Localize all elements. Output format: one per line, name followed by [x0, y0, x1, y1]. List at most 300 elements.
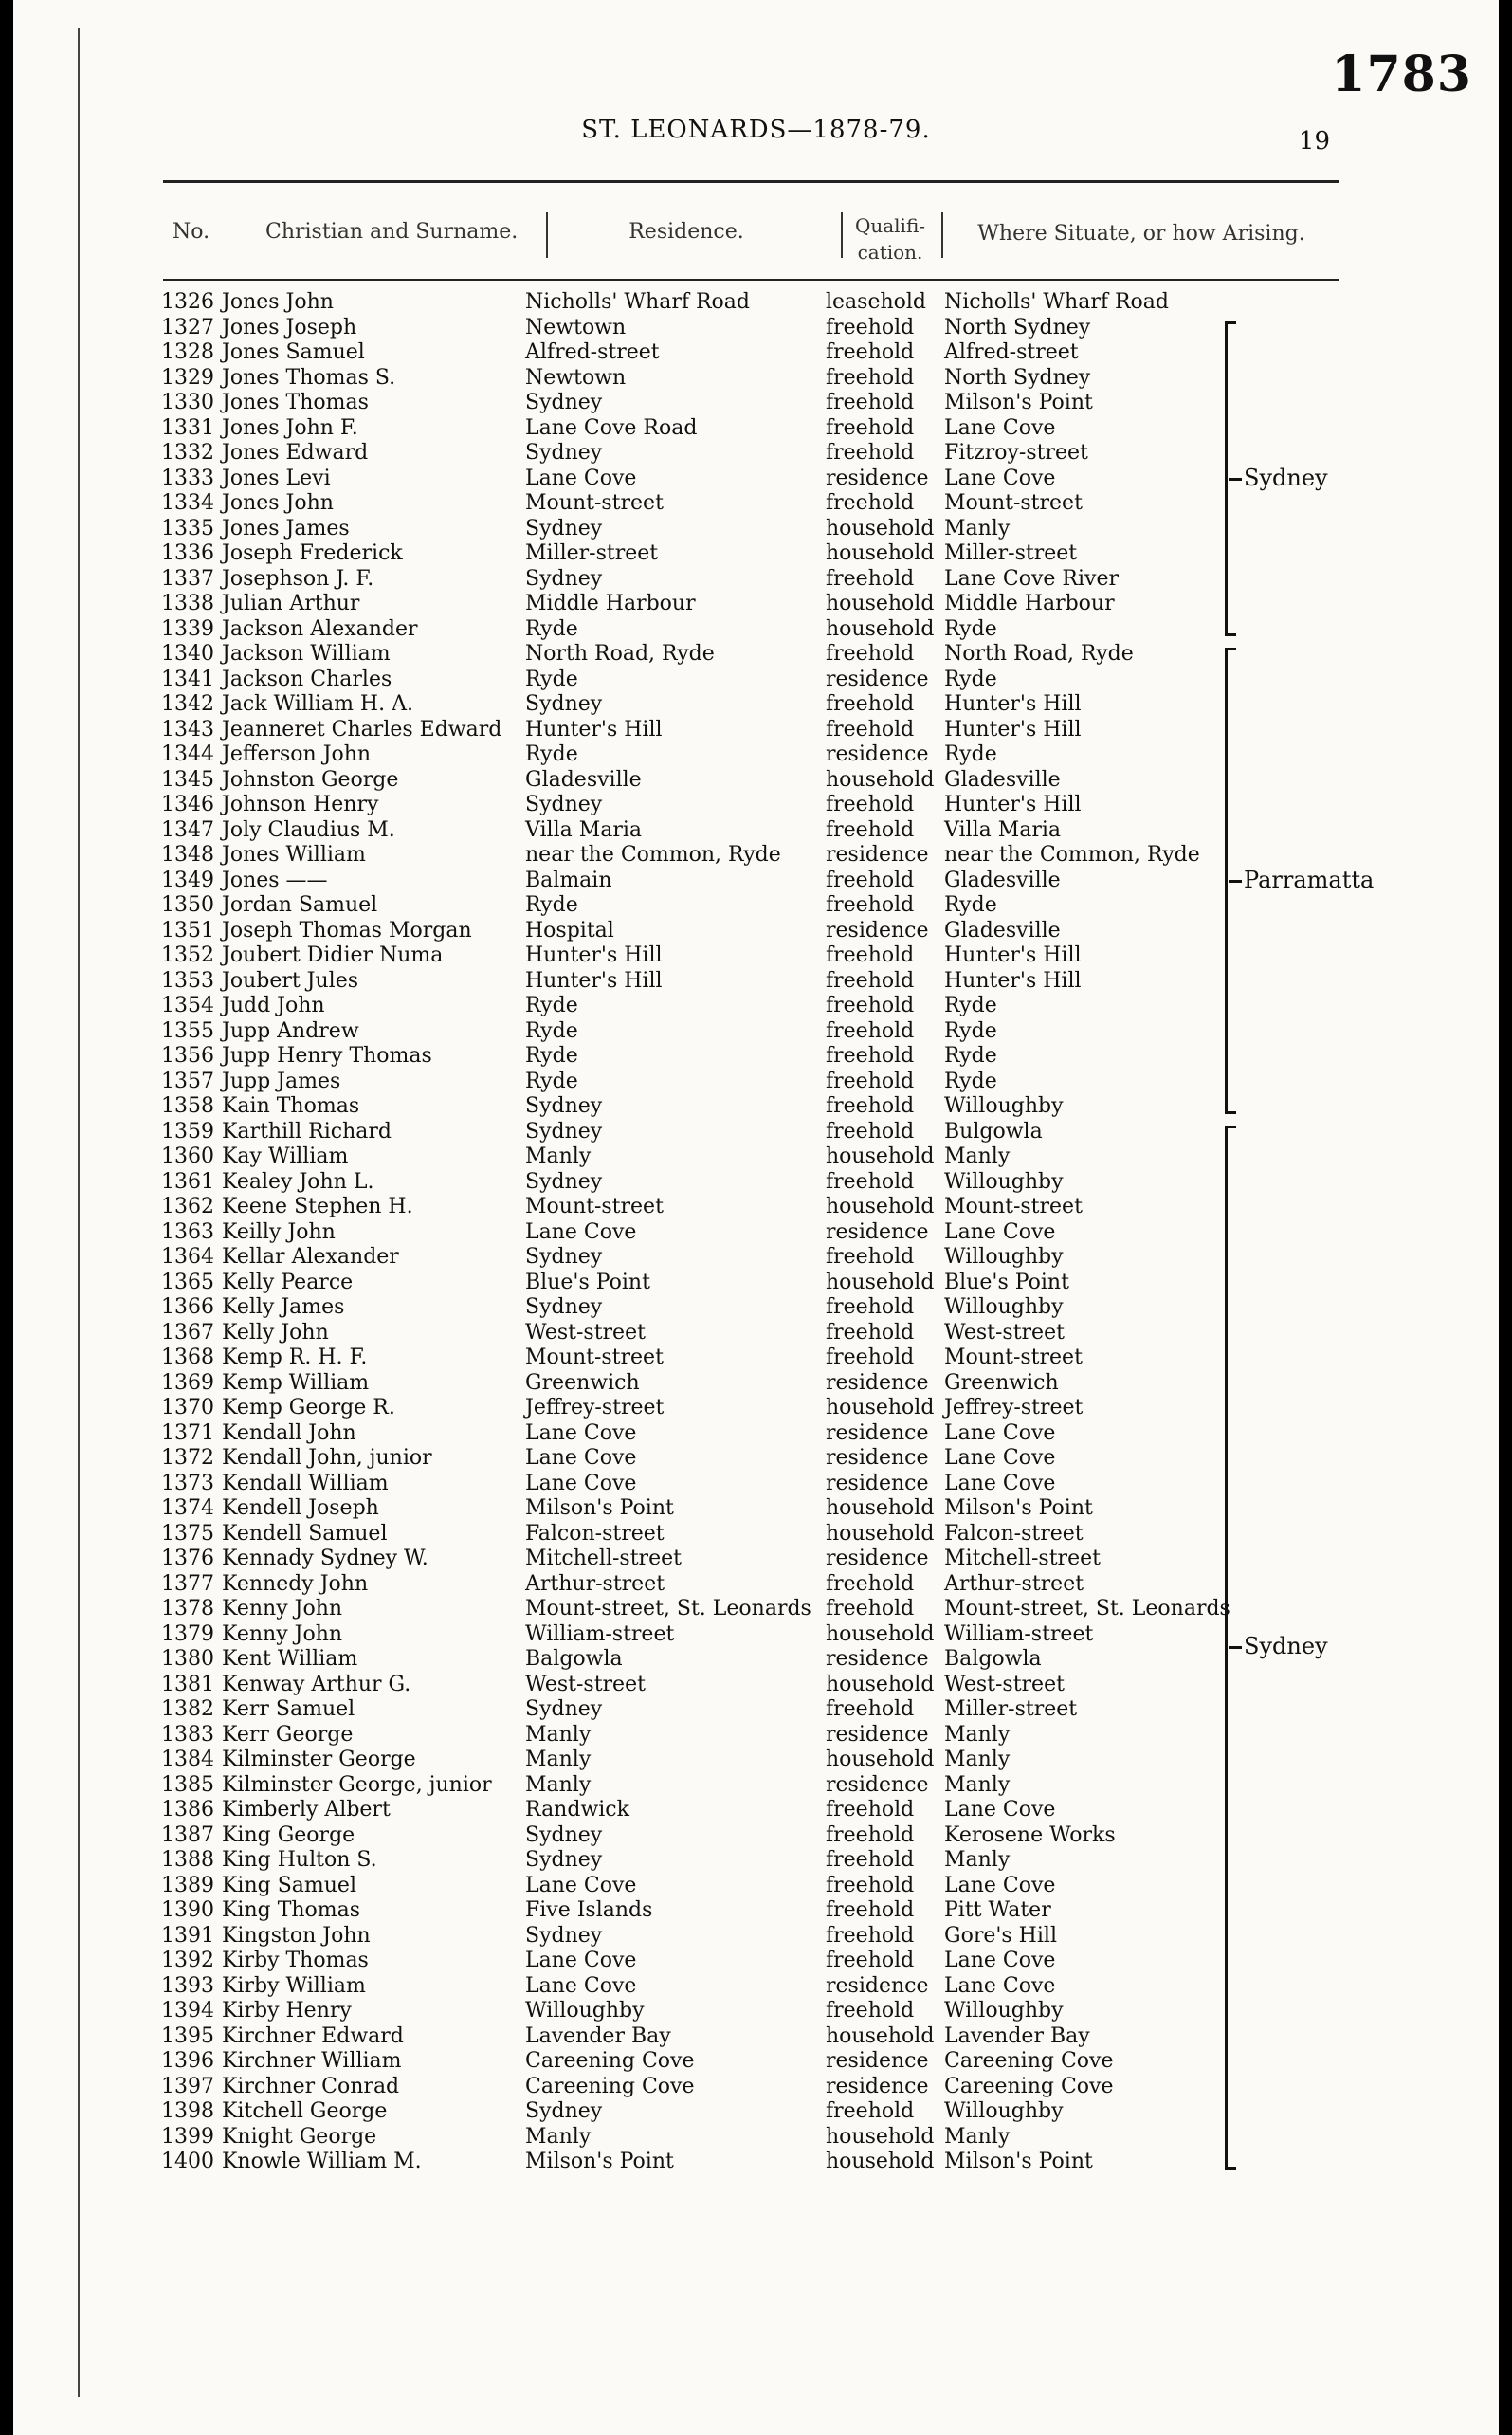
entry-qualification: household	[826, 592, 935, 615]
entry-qualification: household	[826, 1521, 935, 1546]
entry-qualification: residence	[826, 1772, 929, 1797]
entry-qualification: household	[826, 1270, 935, 1294]
entry-residence: Ryde	[525, 893, 578, 917]
table-row	[13, 366, 1499, 392]
table-row	[13, 567, 1499, 593]
entry-name: Jones Thomas S.	[222, 365, 396, 390]
entry-number: 1363	[161, 1219, 214, 1244]
entry-qualification: household	[826, 1195, 935, 1218]
entry-qualification: freehold	[826, 415, 915, 440]
entry-qualification: household	[826, 1621, 935, 1646]
header-top-rule	[163, 180, 1339, 183]
entry-qualification: residence	[826, 1219, 929, 1244]
table-row	[13, 818, 1499, 844]
entry-qualification: freehold	[826, 1094, 915, 1118]
entry-residence: Sydney	[525, 1169, 603, 1194]
column-header-where: Where Situate, or how Arising.	[977, 221, 1305, 246]
table-row	[13, 1094, 1499, 1120]
brace-point	[1229, 880, 1242, 883]
page-title: ST. LEONARDS—1878-79.	[581, 116, 931, 144]
table-row	[13, 1572, 1499, 1598]
entry-number: 1356	[161, 1044, 214, 1068]
table-row	[13, 1496, 1499, 1522]
entry-number: 1337	[161, 566, 214, 591]
entry-residence: Sydney	[525, 1094, 603, 1118]
entry-number: 1365	[161, 1270, 214, 1294]
entry-residence: Sydney	[525, 793, 603, 816]
entry-residence: Hospital	[525, 918, 614, 943]
entry-number: 1395	[161, 2023, 214, 2048]
entry-residence: Ryde	[525, 616, 578, 641]
entry-where-situate: Bulgowla	[944, 1119, 1043, 1144]
entry-qualification: freehold	[826, 2099, 915, 2123]
entry-number: 1380	[161, 1647, 214, 1671]
entry-name: Kirby Henry	[222, 1999, 352, 2023]
table-row	[13, 1848, 1499, 1874]
entry-qualification: freehold	[826, 1697, 915, 1721]
table-row	[13, 1597, 1499, 1622]
entry-name: Jones Samuel	[222, 340, 365, 364]
entry-number: 1326	[161, 290, 214, 314]
entry-where-situate: Mount-street	[944, 491, 1083, 515]
entry-number: 1328	[161, 340, 214, 364]
entry-number: 1349	[161, 868, 214, 892]
entry-residence: Sydney	[525, 391, 603, 414]
entry-number: 1327	[161, 315, 214, 339]
column-header-qualification: Qualifi-cation.	[854, 214, 926, 264]
entry-qualification: freehold	[826, 1295, 915, 1319]
entry-name: Judd John	[222, 994, 325, 1017]
entry-where-situate: Gore's Hill	[944, 1923, 1057, 1948]
entry-qualification: residence	[826, 1446, 929, 1470]
entry-name: Jack William H. A.	[222, 692, 413, 716]
entry-number: 1389	[161, 1873, 214, 1897]
entry-residence: Sydney	[525, 1697, 603, 1721]
entry-name: King Hulton S.	[222, 1848, 377, 1872]
table-row	[13, 2099, 1499, 2125]
entry-where-situate: Ryde	[944, 1069, 997, 1093]
entry-name: Kenway Arthur G.	[222, 1672, 411, 1696]
entry-qualification: residence	[826, 843, 929, 867]
entry-name: Kemp George R.	[222, 1396, 395, 1419]
entry-name: Jordan Samuel	[222, 893, 378, 917]
entry-name: Joseph Thomas Morgan	[222, 918, 472, 943]
entry-residence: Lane Cove Road	[525, 415, 698, 440]
entry-qualification: residence	[826, 1471, 929, 1495]
table-row	[13, 2049, 1499, 2075]
entry-name: Kellar Alexander	[222, 1245, 399, 1269]
entry-name: Kitchell George	[222, 2099, 388, 2123]
entry-number: 1333	[161, 466, 214, 490]
brace-point	[1229, 1646, 1242, 1649]
entry-where-situate: Kerosene Works	[944, 1822, 1116, 1847]
entry-residence: Jeffrey-street	[525, 1396, 665, 1419]
entry-name: Joseph Frederick	[222, 541, 403, 565]
entry-number: 1331	[161, 415, 214, 440]
entry-name: Josephson J. F.	[222, 566, 374, 591]
table-row	[13, 290, 1499, 316]
entry-number: 1384	[161, 1748, 214, 1771]
entry-residence: Manly	[525, 1144, 592, 1168]
entry-number: 1371	[161, 1420, 214, 1445]
entry-qualification: freehold	[826, 1923, 915, 1948]
entry-qualification: freehold	[826, 642, 915, 666]
entry-residence: Falcon-street	[525, 1521, 665, 1546]
entry-where-situate: Lane Cove	[944, 1420, 1056, 1445]
entry-number: 1385	[161, 1772, 214, 1797]
entry-residence: Sydney	[525, 566, 603, 591]
entry-name: Kirchner William	[222, 2049, 402, 2073]
entry-number: 1351	[161, 918, 214, 943]
entry-where-situate: Milson's Point	[944, 2150, 1093, 2173]
entry-qualification: freehold	[826, 994, 915, 1017]
entry-name: Kirchner Edward	[222, 2023, 404, 2048]
entry-name: Kerr George	[222, 1722, 354, 1747]
entry-name: Kimberly Albert	[222, 1798, 391, 1822]
entry-number: 1373	[161, 1471, 214, 1495]
entry-qualification: freehold	[826, 315, 915, 339]
entry-name: Kendall John	[222, 1420, 356, 1445]
entry-qualification: household	[826, 1496, 935, 1520]
table-row	[13, 2075, 1499, 2100]
entry-name: Joubert Jules	[222, 968, 359, 993]
entry-where-situate: Miller-street	[944, 1697, 1078, 1721]
entry-residence: Lavender Bay	[525, 2023, 671, 2048]
group-label: Sydney	[1244, 464, 1328, 491]
table-row	[13, 592, 1499, 617]
table-row	[13, 1144, 1499, 1170]
entry-name: Kirby Thomas	[222, 1949, 369, 1972]
entry-where-situate: Blue's Point	[944, 1270, 1069, 1294]
entry-name: Joubert Didier Numa	[222, 943, 444, 967]
entry-where-situate: Ryde	[944, 742, 997, 766]
entry-name: Keene Stephen H.	[222, 1195, 413, 1218]
table-row	[13, 1321, 1499, 1346]
entry-qualification: household	[826, 541, 935, 565]
entry-qualification: residence	[826, 1370, 929, 1395]
table-row	[13, 1170, 1499, 1196]
entry-number: 1364	[161, 1245, 214, 1269]
entry-qualification: residence	[826, 667, 929, 691]
entry-number: 1347	[161, 817, 214, 842]
group-brace	[1225, 1126, 1228, 2170]
entry-name: Jackson William	[222, 642, 391, 666]
entry-number: 1396	[161, 2049, 214, 2073]
entry-where-situate: Villa Maria	[944, 817, 1062, 842]
entry-where-situate: Lane Cove	[944, 466, 1056, 490]
entry-qualification: freehold	[826, 365, 915, 390]
entry-where-situate: Milson's Point	[944, 391, 1093, 414]
table-row	[13, 1898, 1499, 1924]
entry-residence: Mount-street	[525, 1346, 664, 1369]
entry-name: Kendall William	[222, 1471, 389, 1495]
entry-residence: Milson's Point	[525, 2150, 674, 2173]
entry-where-situate: Lane Cove	[944, 1446, 1056, 1470]
entry-name: Kemp William	[222, 1370, 370, 1395]
entry-residence: Mount-street	[525, 1195, 664, 1218]
entry-number: 1387	[161, 1822, 214, 1847]
entry-where-situate: Lane Cove	[944, 1219, 1056, 1244]
entry-number: 1377	[161, 1571, 214, 1596]
entry-qualification: freehold	[826, 1044, 915, 1068]
entry-qualification: household	[826, 616, 935, 641]
entry-qualification: freehold	[826, 1069, 915, 1093]
entry-number: 1369	[161, 1370, 214, 1395]
entry-residence: Sydney	[525, 1119, 603, 1144]
entry-residence: Blue's Point	[525, 1270, 650, 1294]
table-row	[13, 491, 1499, 517]
entry-residence: Hunter's Hill	[525, 943, 663, 967]
entry-where-situate: Willoughby	[944, 1999, 1064, 2023]
entry-where-situate: North Road, Ryde	[944, 642, 1134, 666]
entry-name: King Samuel	[222, 1873, 356, 1897]
table-row	[13, 943, 1499, 969]
entry-number: 1381	[161, 1672, 214, 1696]
register-page	[13, 0, 1499, 2435]
entry-qualification: household	[826, 1396, 935, 1419]
entry-number: 1336	[161, 541, 214, 565]
entry-where-situate: Falcon-street	[944, 1521, 1084, 1546]
entry-name: Kendell Samuel	[222, 1521, 388, 1546]
entry-residence: William-street	[525, 1621, 675, 1646]
entry-where-situate: Ryde	[944, 667, 997, 691]
table-row	[13, 1271, 1499, 1296]
entry-name: Jupp Henry Thomas	[222, 1044, 432, 1068]
entry-number: 1341	[161, 667, 214, 691]
entry-number: 1367	[161, 1320, 214, 1345]
table-row	[13, 718, 1499, 743]
entry-name: Jones John	[222, 491, 334, 515]
entry-residence: Ryde	[525, 1018, 578, 1043]
entry-where-situate: Jeffrey-street	[944, 1396, 1084, 1419]
entry-residence: Sydney	[525, 1848, 603, 1872]
entry-number: 1338	[161, 592, 214, 615]
entry-number: 1366	[161, 1295, 214, 1319]
entry-residence: Careening Cove	[525, 2049, 695, 2073]
entry-where-situate: Lane Cove	[944, 1471, 1056, 1495]
entry-residence: Sydney	[525, 1295, 603, 1319]
group-label: Sydney	[1244, 1633, 1328, 1659]
entry-where-situate: Fitzroy-street	[944, 441, 1088, 465]
entry-residence: Hunter's Hill	[525, 968, 663, 993]
entry-name: Karthill Richard	[222, 1119, 392, 1144]
column-header-no: No.	[173, 219, 210, 244]
entry-qualification: leasehold	[826, 290, 927, 314]
entry-where-situate: Willoughby	[944, 1245, 1064, 1269]
entry-number: 1372	[161, 1446, 214, 1470]
entry-where-situate: Gladesville	[944, 767, 1061, 792]
column-header-name: Christian and Surname.	[265, 219, 519, 244]
table-row	[13, 2024, 1499, 2050]
entry-residence: Manly	[525, 2124, 592, 2149]
entry-qualification: household	[826, 2124, 935, 2149]
entry-qualification: freehold	[826, 1999, 915, 2023]
entry-name: King George	[222, 1822, 355, 1847]
entry-qualification: freehold	[826, 1346, 915, 1369]
entry-number: 1346	[161, 793, 214, 816]
entry-residence: Mitchell-street	[525, 1547, 682, 1570]
entry-where-situate: Careening Cove	[944, 2049, 1114, 2073]
table-row	[13, 1773, 1499, 1799]
table-row	[13, 1044, 1499, 1070]
entry-where-situate: Milson's Point	[944, 1496, 1093, 1520]
table-row	[13, 1472, 1499, 1497]
entry-where-situate: Ryde	[944, 616, 997, 641]
entry-qualification: residence	[826, 2074, 929, 2098]
entry-residence: Manly	[525, 1748, 592, 1771]
entry-number: 1382	[161, 1697, 214, 1721]
entry-qualification: freehold	[826, 868, 915, 892]
entry-qualification: residence	[826, 1973, 929, 1998]
entry-qualification: household	[826, 1672, 935, 1696]
table-row	[13, 1195, 1499, 1220]
entry-name: Jones Edward	[222, 441, 369, 465]
entry-number: 1397	[161, 2074, 214, 2098]
entry-where-situate: Lane Cove River	[944, 566, 1119, 591]
entry-qualification: household	[826, 2023, 935, 2048]
entry-number: 1352	[161, 943, 214, 967]
entry-where-situate: North Sydney	[944, 315, 1091, 339]
entry-where-situate: Willoughby	[944, 1295, 1064, 1319]
entry-where-situate: Hunter's Hill	[944, 968, 1082, 993]
entry-qualification: freehold	[826, 968, 915, 993]
entry-qualification: freehold	[826, 340, 915, 364]
entry-residence: Alfred-street	[525, 340, 660, 364]
entry-where-situate: Ryde	[944, 893, 997, 917]
entry-name: Jupp James	[222, 1069, 341, 1093]
entry-name: Jones Thomas	[222, 391, 369, 414]
entry-where-situate: Manly	[944, 1772, 1011, 1797]
entry-number: 1379	[161, 1621, 214, 1646]
entry-number: 1399	[161, 2124, 214, 2149]
entry-where-situate: Lane Cove	[944, 1949, 1056, 1972]
entry-qualification: freehold	[826, 793, 915, 816]
entry-qualification: freehold	[826, 1597, 915, 1620]
table-row	[13, 1421, 1499, 1447]
table-row	[13, 1547, 1499, 1572]
entry-name: Johnson Henry	[222, 793, 379, 816]
entry-where-situate: Manly	[944, 1748, 1011, 1771]
table-row	[13, 1999, 1499, 2024]
entry-residence: Ryde	[525, 1069, 578, 1093]
table-row	[13, 1924, 1499, 1950]
table-row	[13, 1396, 1499, 1421]
table-row	[13, 1823, 1499, 1849]
entry-residence: Lane Cove	[525, 1973, 637, 1998]
entry-qualification: residence	[826, 1420, 929, 1445]
entry-qualification: freehold	[826, 1169, 915, 1194]
entry-where-situate: Ryde	[944, 1018, 997, 1043]
entry-where-situate: Pitt Water	[944, 1898, 1051, 1922]
entry-number: 1388	[161, 1848, 214, 1872]
table-row	[13, 340, 1499, 366]
table-row	[13, 1070, 1499, 1095]
entry-qualification: freehold	[826, 566, 915, 591]
entry-qualification: household	[826, 2150, 935, 2173]
entry-where-situate: Manly	[944, 1722, 1011, 1747]
entry-residence: Gladesville	[525, 767, 642, 792]
entry-where-situate: Hunter's Hill	[944, 943, 1082, 967]
entry-residence: Newtown	[525, 365, 627, 390]
table-row	[13, 391, 1499, 416]
entry-residence: near the Common, Ryde	[525, 843, 781, 867]
entry-residence: Greenwich	[525, 1370, 640, 1395]
entry-qualification: freehold	[826, 717, 915, 741]
entry-name: Kelly James	[222, 1295, 345, 1319]
table-row	[13, 1522, 1499, 1547]
table-row	[13, 416, 1499, 442]
entry-name: Jeanneret Charles Edward	[222, 717, 502, 741]
entry-residence: Sydney	[525, 1923, 603, 1948]
entry-where-situate: William-street	[944, 1621, 1094, 1646]
entry-residence: Balgowla	[525, 1647, 623, 1671]
table-row	[13, 2150, 1499, 2175]
entry-name: Jones William	[222, 843, 366, 867]
entry-name: Kain Thomas	[222, 1094, 360, 1118]
entry-number: 1393	[161, 1973, 214, 1998]
group-label: Parramatta	[1244, 866, 1375, 893]
table-row	[13, 1446, 1499, 1472]
entry-number: 1353	[161, 968, 214, 993]
table-row	[13, 1019, 1499, 1045]
table-row	[13, 1295, 1499, 1321]
entry-name: Jones John F.	[222, 415, 358, 440]
entry-qualification: residence	[826, 1647, 929, 1671]
entry-qualification: residence	[826, 466, 929, 490]
entry-residence: Sydney	[525, 692, 603, 716]
entry-number: 1360	[161, 1144, 214, 1168]
entry-qualification: freehold	[826, 1898, 915, 1922]
entry-qualification: household	[826, 516, 935, 540]
entry-where-situate: near the Common, Ryde	[944, 843, 1200, 867]
entry-where-situate: Miller-street	[944, 541, 1078, 565]
entry-where-situate: Hunter's Hill	[944, 692, 1082, 716]
table-row	[13, 742, 1499, 768]
page-number: 1783	[1331, 46, 1472, 103]
entry-residence: Lane Cove	[525, 466, 637, 490]
table-row	[13, 1220, 1499, 1246]
entry-qualification: freehold	[826, 391, 915, 414]
entry-qualification: freehold	[826, 1119, 915, 1144]
entry-number: 1350	[161, 893, 214, 917]
entry-where-situate: Mitchell-street	[944, 1547, 1101, 1570]
entry-residence: West-street	[525, 1320, 646, 1345]
table-row	[13, 668, 1499, 693]
entry-qualification: freehold	[826, 943, 915, 967]
entry-number: 1374	[161, 1496, 214, 1520]
entry-residence: Lane Cove	[525, 1219, 637, 1244]
entry-qualification: freehold	[826, 1245, 915, 1269]
table-row	[13, 919, 1499, 944]
entry-residence: Milson's Point	[525, 1496, 674, 1520]
entry-where-situate: Mount-street	[944, 1346, 1083, 1369]
entry-name: Jones Joseph	[222, 315, 357, 339]
entry-name: Kirby William	[222, 1973, 366, 1998]
entry-where-situate: Gladesville	[944, 918, 1061, 943]
table-row	[13, 1673, 1499, 1698]
entry-name: Kenny John	[222, 1597, 343, 1620]
entry-residence: Miller-street	[525, 541, 659, 565]
table-row	[13, 843, 1499, 869]
entry-residence: Willoughby	[525, 1999, 645, 2023]
entry-residence: Ryde	[525, 1044, 578, 1068]
entry-number: 1390	[161, 1898, 214, 1922]
entry-qualification: residence	[826, 1547, 929, 1570]
entry-where-situate: Careening Cove	[944, 2074, 1114, 2098]
entry-residence: Randwick	[525, 1798, 629, 1822]
entry-residence: Balmain	[525, 868, 612, 892]
entry-where-situate: Mount-street, St. Leonards	[944, 1597, 1230, 1620]
